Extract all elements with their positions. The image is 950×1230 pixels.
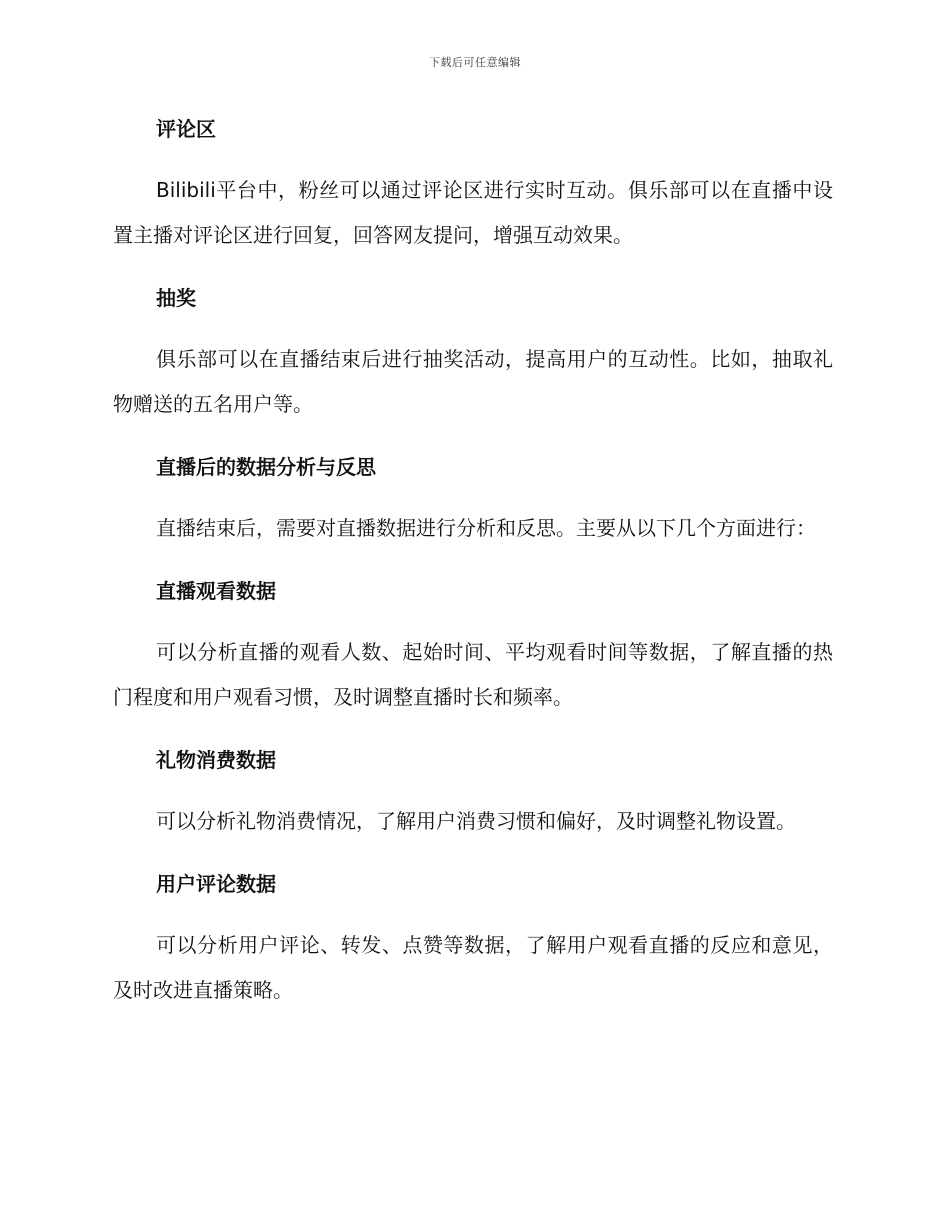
section-heading: 直播观看数据 [156,579,276,603]
section-paragraph: Bilibili平台中，粉丝可以通过评论区进行实时互动。俱乐部可以在直播中设置主播对评论区进行回复，回答网友提问，增强互动效果。 [113,178,833,247]
section-paragraph: 可以分析礼物消费情况，了解用户消费习惯和偏好，及时调整礼物设置。 [156,809,796,833]
header-note: 下载后可任意编辑 [429,56,521,69]
section-heading: 礼物消费数据 [156,748,276,772]
section-heading: 评论区 [156,117,216,141]
section-paragraph: 可以分析直播的观看人数、起始时间、平均观看时间等数据，了解直播的热门程度和用户观看习惯，及时调整直播时长和频率。 [113,640,833,709]
section-paragraph: 可以分析用户评论、转发、点赞等数据，了解用户观看直播的反应和意见，及时改进直播策略。 [113,933,833,1002]
section-heading: 抽奖 [156,286,196,310]
document-body [113,112,833,1013]
section-paragraph: 俱乐部可以在直播结束后进行抽奖活动，提高用户的互动性。比如，抽取礼物赠送的五名用户等。 [113,347,833,416]
section-heading: 直播后的数据分析与反思 [156,455,376,479]
section-heading: 用户评论数据 [156,872,276,896]
section-paragraph: 直播结束后，需要对直播数据进行分析和反思。主要从以下几个方面进行： [156,516,816,540]
